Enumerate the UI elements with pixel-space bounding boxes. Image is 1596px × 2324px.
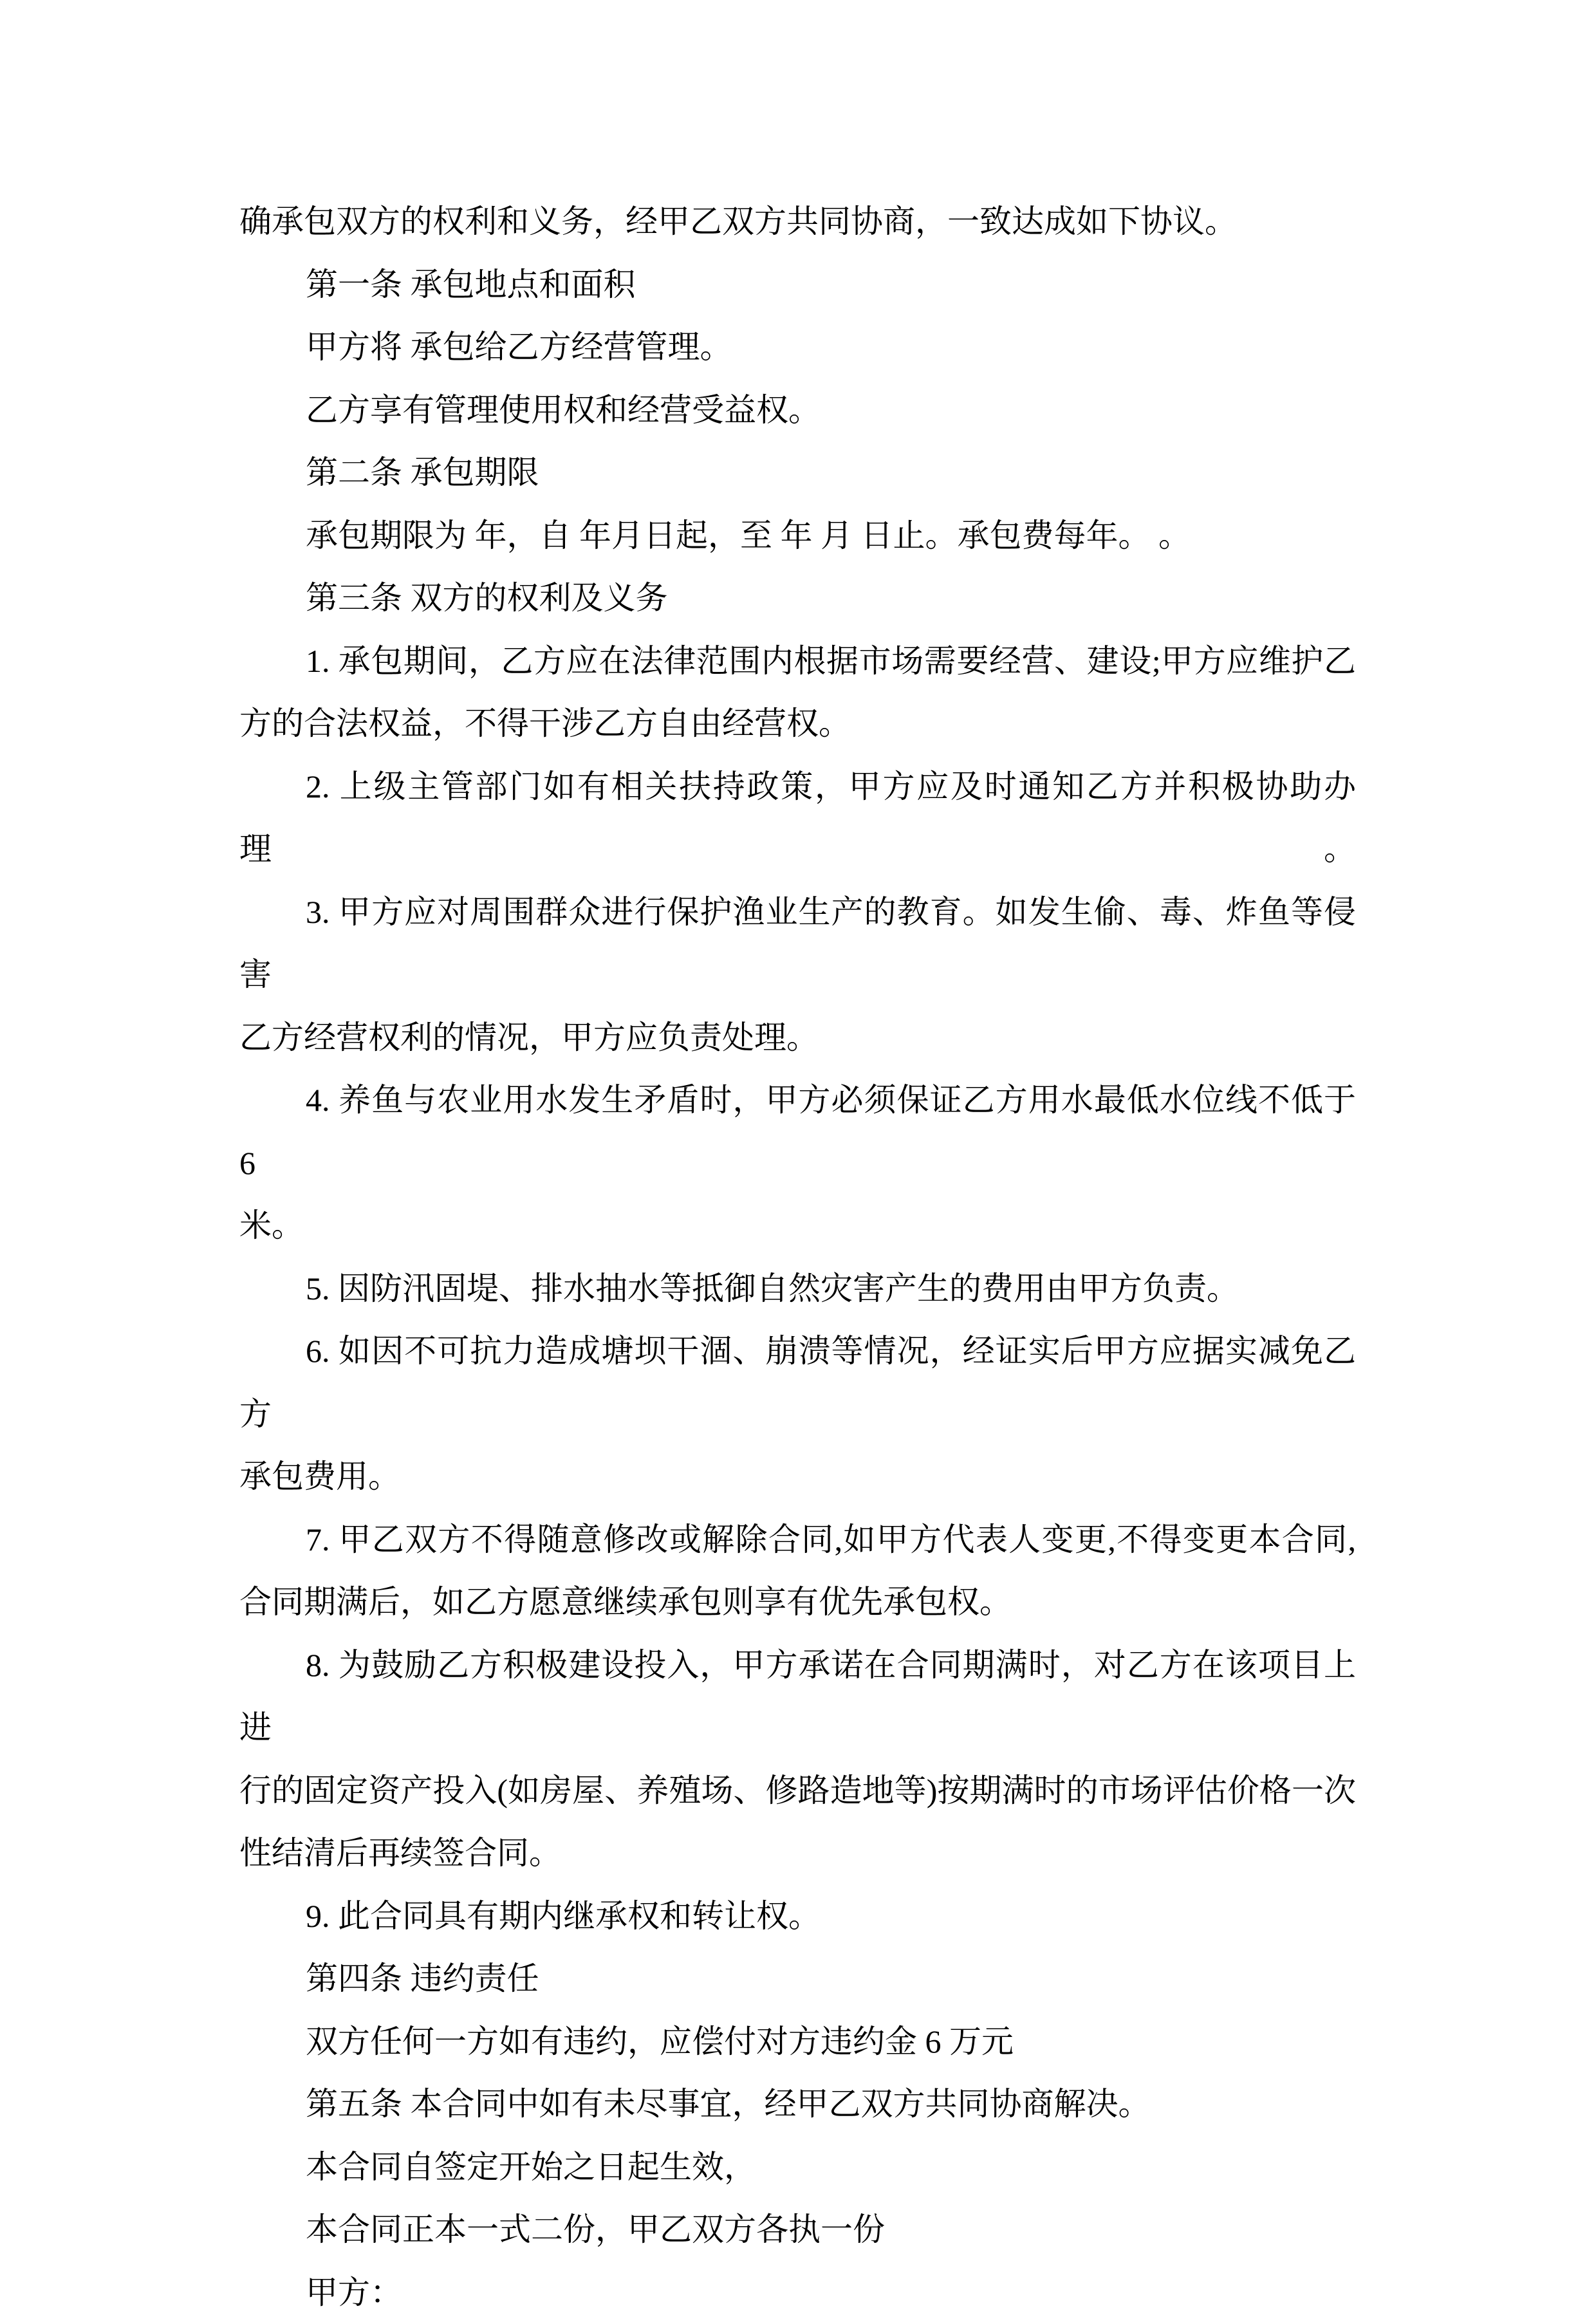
contract-line: 甲方将 承包给乙方经营管理。 [239, 316, 1356, 379]
contract-line: 甲方： [239, 2262, 1356, 2324]
contract-line: 第四条 违约责任 [239, 1948, 1356, 2011]
contract-line: 7. 甲乙双方不得随意修改或解除合同,如甲方代表人变更,不得变更本合同, [239, 1509, 1356, 1572]
contract-line: 8. 为鼓励乙方积极建设投入，甲方承诺在合同期满时，对乙方在该项目上进 [239, 1634, 1356, 1760]
contract-line: 承包费用。 [239, 1446, 1356, 1509]
contract-line: 6. 如因不可抗力造成塘坝干涸、崩溃等情况，经证实后甲方应据实减免乙方 [239, 1320, 1356, 1446]
contract-line: 5. 因防汛固堤、排水抽水等抵御自然灾害产生的费用由甲方负责。 [239, 1258, 1356, 1321]
contract-line: 承包期限为 年，自 年月日起，至 年 月 日止。承包费每年。 。 [239, 505, 1356, 568]
contract-line: 乙方经营权利的情况，甲方应负责处理。 [239, 1007, 1356, 1070]
contract-line: 乙方享有管理使用权和经营受益权。 [239, 379, 1356, 442]
contract-line: 2. 上级主管部门如有相关扶持政策，甲方应及时通知乙方并积极协助办理。 [239, 756, 1356, 881]
contract-line: 确承包双方的权利和义务，经甲乙双方共同协商，一致达成如下协议。 [239, 191, 1356, 254]
contract-line: 双方任何一方如有违约，应偿付对方违约金 6 万元 [239, 2011, 1356, 2074]
contract-line: 第五条 本合同中如有未尽事宜，经甲乙双方共同协商解决。 [239, 2073, 1356, 2136]
contract-line: 方的合法权益，不得干涉乙方自由经营权。 [239, 693, 1356, 756]
contract-line: 3. 甲方应对周围群众进行保护渔业生产的教育。如发生偷、毒、炸鱼等侵害 [239, 881, 1356, 1007]
contract-line: 米。 [239, 1195, 1356, 1258]
contract-line: 本合同正本一式二份，甲乙双方各执一份 [239, 2199, 1356, 2262]
contract-line: 本合同自签定开始之日起生效， [239, 2136, 1356, 2199]
contract-line: 性结清后再续签合同。 [239, 1822, 1356, 1885]
contract-line: 行的固定资产投入(如房屋、养殖场、修路造地等)按期满时的市场评估价格一次 [239, 1760, 1356, 1823]
contract-line: 9. 此合同具有期内继承权和转让权。 [239, 1885, 1356, 1948]
contract-line: 第三条 双方的权利及义务 [239, 567, 1356, 630]
contract-line: 4. 养鱼与农业用水发生矛盾时，甲方必须保证乙方用水最低水位线不低于 6 [239, 1069, 1356, 1195]
contract-line: 1. 承包期间，乙方应在法律范围内根据市场需要经营、建设;甲方应维护乙 [239, 630, 1356, 693]
contract-line: 第一条 承包地点和面积 [239, 254, 1356, 317]
contract-line: 第二条 承包期限 [239, 442, 1356, 505]
contract-line: 合同期满后，如乙方愿意继续承包则享有优先承包权。 [239, 1571, 1356, 1634]
